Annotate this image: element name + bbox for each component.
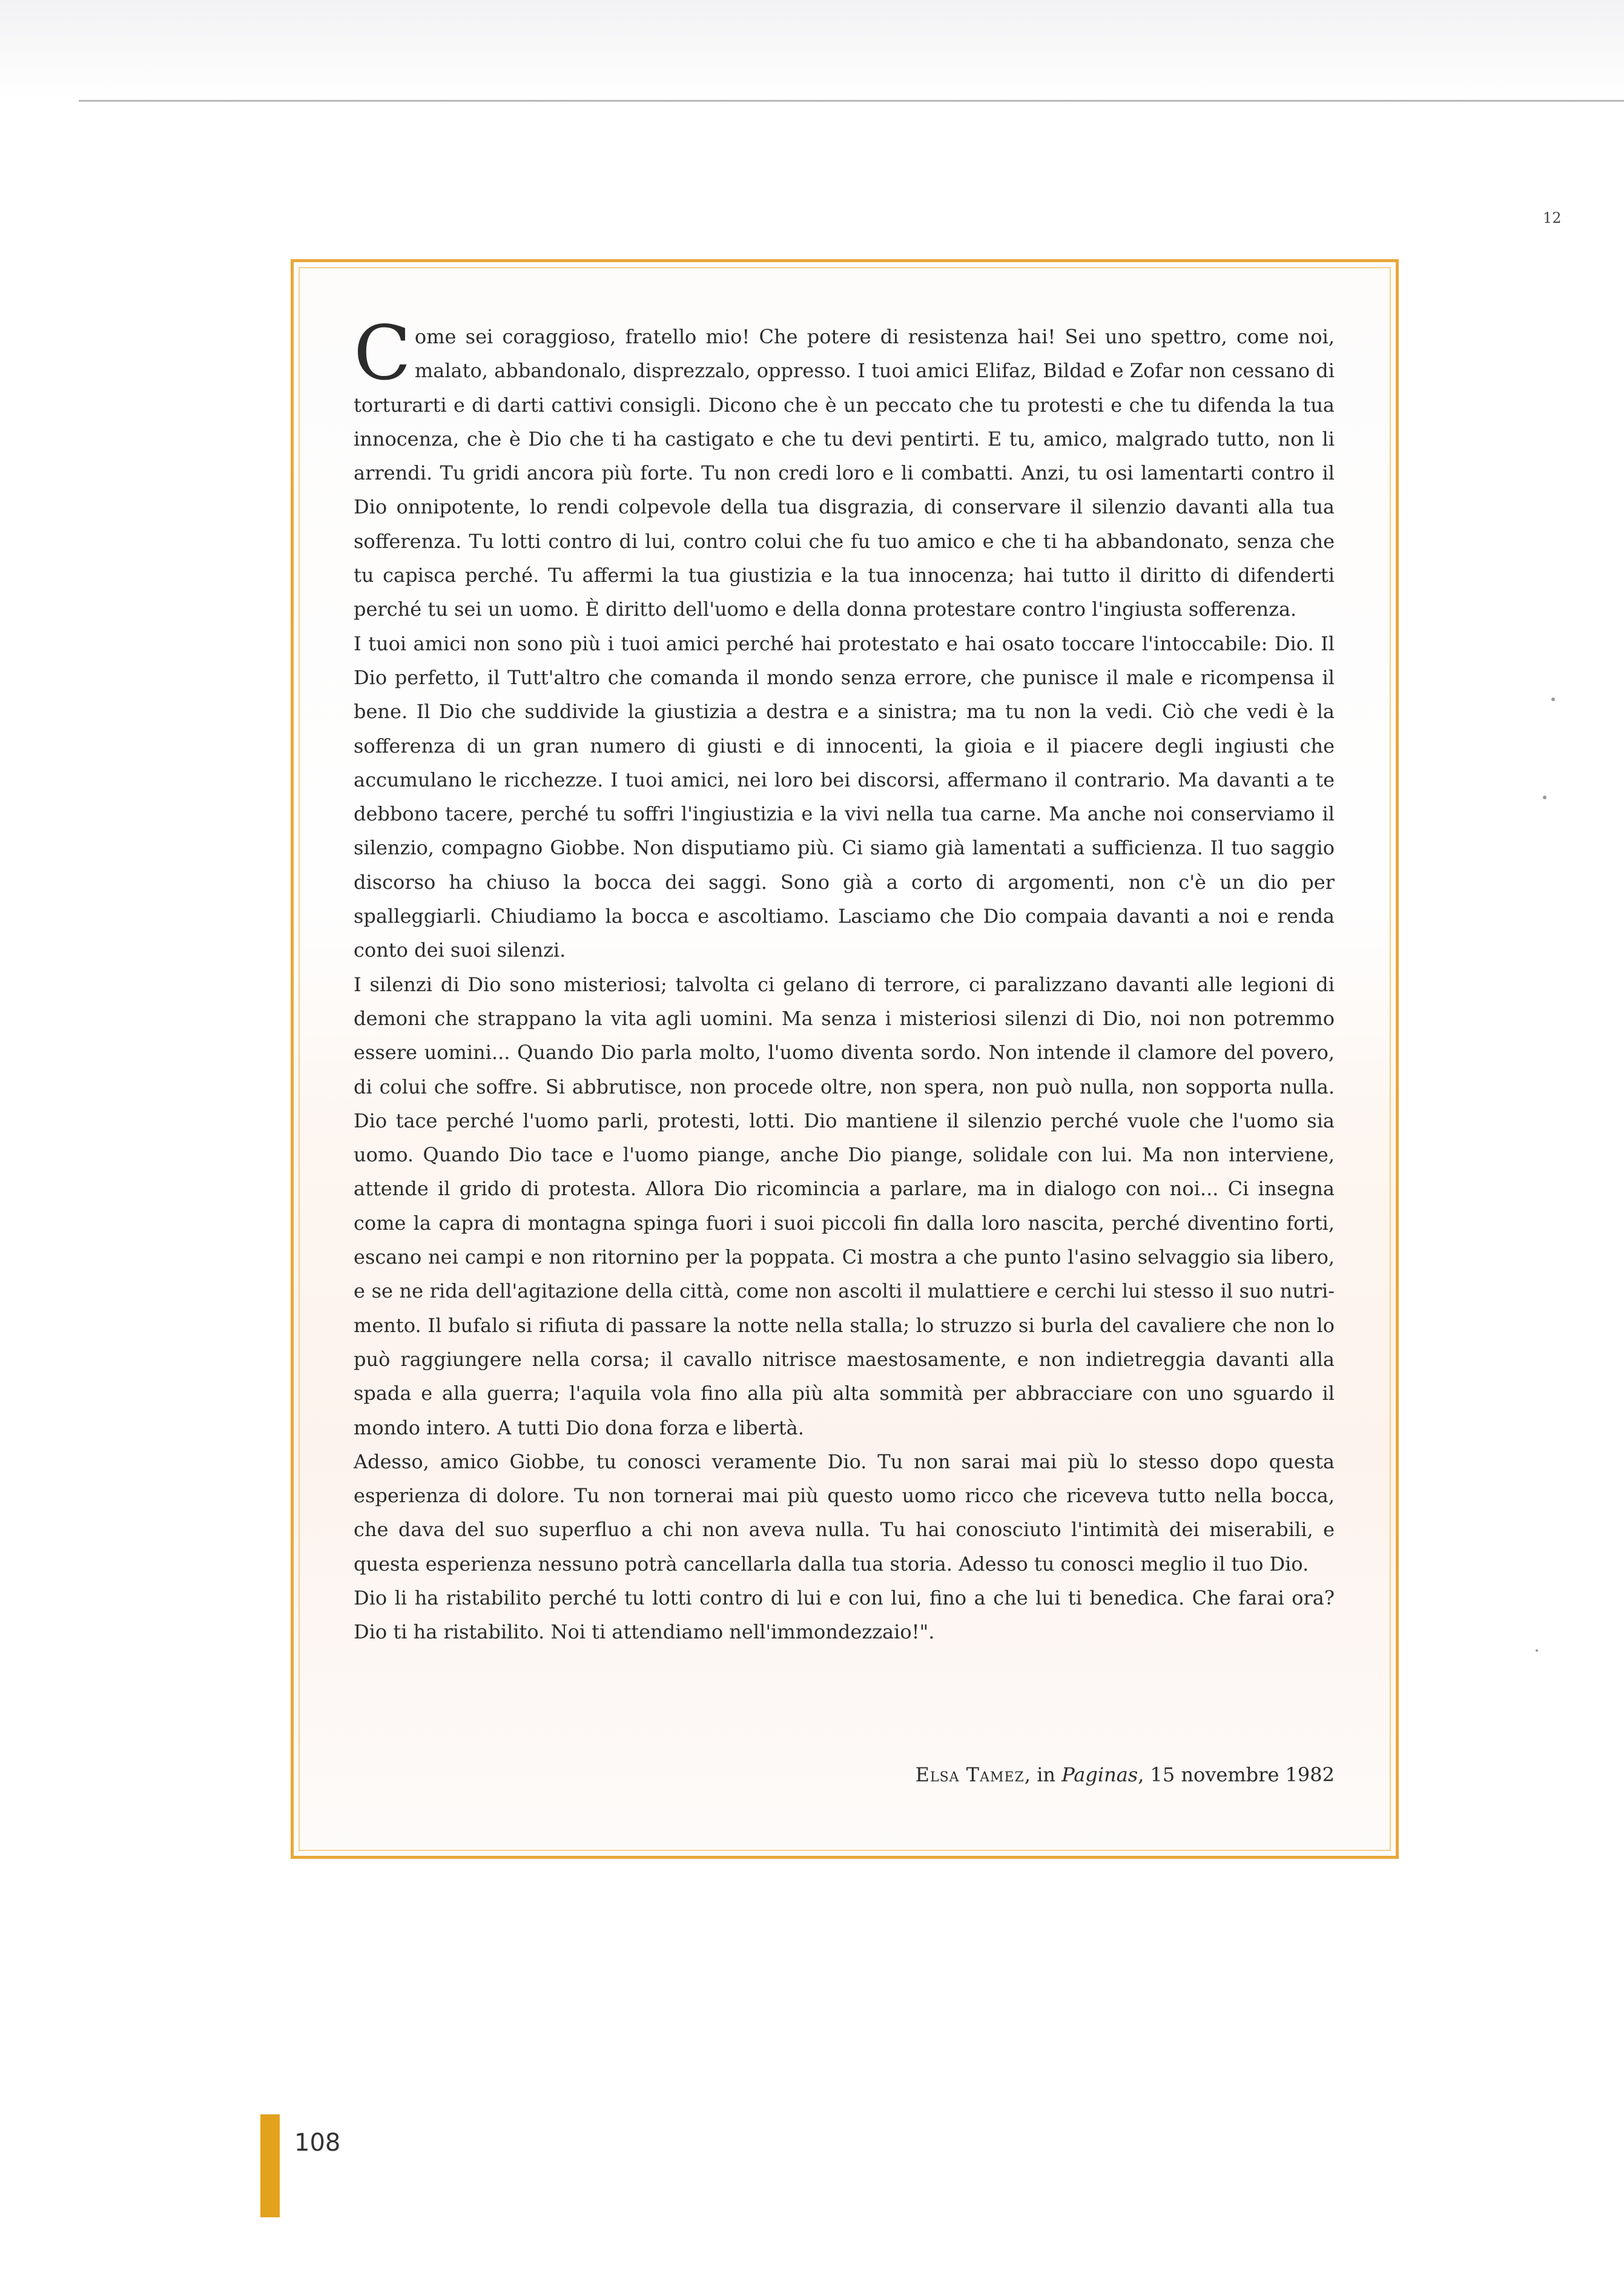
scan-speck — [1551, 698, 1555, 701]
attribution-author: Elsa Tamez — [915, 1763, 1025, 1786]
scan-shadow — [0, 0, 1624, 100]
article-body — [354, 310, 1335, 1649]
attribution-date: , 15 novembre 1982 — [1138, 1763, 1335, 1786]
scan-speck — [1543, 796, 1546, 799]
scan-speck — [1536, 1649, 1538, 1652]
paragraph-2: I tuoi amici non sono più i tuoi amici perché hai protestato e hai osato toccare l'intoccabile: Dio. Il Dio perfetto, il Tutt'altro che comanda il mondo senza errore, che punisce il male e ricompensa il bene. Il Dio che suddivide la giustizia a destra e a sinistra; ma tu non la vedi. Ciò che vedi è la sofferenza di un gran numero di giusti e di innocenti, la gioia e il piacere degli ingiusti che accumulano le ricchezze. I tuoi amici, nei loro bei discorsi, affermano il contrario. Ma davanti a te debbono tacere, perché tu soffri l'ingiustizia e la vivi nella tua carne. Ma anche noi conserviamo il silenzio, compagno Giobbe. Non disputiamo più. Ci siamo già lamentati a sufficienza. Il tuo saggio discorso ha chiuso la bocca dei saggi. Sono già a corto di argomenti, non c'è un dio per spalleggiarli. Chiudiamo la bocca e ascoltiamo. Lasciamo che Dio compaia davanti a noi e renda conto dei suoi silenzi. — [354, 632, 1335, 962]
scan-top-rule — [79, 100, 1624, 102]
paragraph-1-text: ome sei coraggioso, fratello mio! Che potere di resistenza hai! Sei uno spettro, come noi, malato, abbandonalo, disprezzalo, oppresso. I tuoi amici Elifaz, Bildad e Zofar non cessano di torturarti e di darti cattivi consigli. Dicono che è un peccato che tu protesti e che tu difenda la tua innocenza, che è Dio che ti ha castigato e che tu devi pentirti. E tu, amico, malgrado tutto, non li arrendi. Tu gridi ancora più forte. Tu non credi loro e li combatti. Anzi, tu osi lamentarti contro il Dio onnipotente, lo rendi colpevole della tua disgrazia, di conservare il silenzio davanti alla tua sofferenza. Tu lotti contro di lui, contro colui che fu tuo amico e che ti ha abbandonato, senza che tu capisca perché. Tu affermi la tua giustizia e la tua innocenza; hai tutto il diritto di difenderti perché tu sei un uomo. È diritto dell'uomo e della donna protestare contro l'ingiusta sofferenza. — [354, 325, 1335, 621]
paragraph-4: Adesso, amico Giobbe, tu conosci veramente Dio. Tu non sarai mai più lo stesso dopo questa esperienza di dolore. Tu non tornerai mai più questo uomo ricco che riceveva tutto nella bocca, che dava del suo superfluo a chi non aveva nulla. Tu hai conosciuto l'intimità dei miserabili, e questa esperienza nessuno potrà cancellarla dalla tua storia. Adesso tu conosci meglio il tuo Dio. — [354, 1450, 1335, 1575]
attribution-source: Paginas — [1061, 1763, 1138, 1786]
attribution-connector: , in — [1024, 1763, 1062, 1786]
dropcap: C — [354, 310, 411, 397]
corner-page-marker: 12 — [1543, 209, 1562, 226]
paragraph-5: Dio li ha ristabilito perché tu lotti contro di lui e con lui, fino a che lui ti benedica. Che farai ora? Dio ti ha ristabilito. Noi ti attendiamo nell'immondezzaio!". — [354, 1586, 1335, 1644]
page-number: 108 — [294, 2129, 341, 2157]
paragraph-3: I silenzi di Dio sono misteriosi; talvolta ci gelano di terrore, ci paralizzano davanti alle legioni di demoni che strappano la vita agli uomini. Ma senza i misteriosi silenzi di Dio, noi non potremmo essere uomini... Quando Dio parla molto, l'uomo diventa sordo. Non intende il clamore del povero, di colui che soffre. Si abbrutisce, non procede oltre, non spera, non può nulla, non sopporta nulla. Dio tace perché l'uomo parli, protesti, lotti. Dio mantiene il silenzio perché vuole che l'uomo sia uomo. Quando Dio tace e l'uomo piange, anche Dio piange, solidale con lui. Ma non interviene, attende il grido di protesta. Allora Dio ricomincia a parlare, ma in dialogo con noi... Ci insegna come la capra di montagna spinga fuori i suoi piccoli fin dalla loro nascita, perché diventino forti, escano nei campi e non ritornino per la poppata. Ci mostra a che punto l'asino selvaggio sia libero, e se ne rida dell'agitazione della città, come non ascolti il mulattiere e cerchi lui stesso il suo nutrimento. Il bufalo si rifiuta di passare la notte nella stalla; lo struzzo si burla del cavaliere che non lo può raggiungere nella corsa; il cavallo nitrisce maestosamente, e non indietreggia davanti alla spada e alla guerra; l'aquila vola fino alla più alta sommità per abbracciare con uno sguardo il mondo intero. A tutti Dio dona forza e libertà. — [354, 972, 1335, 1439]
page-number-tab — [260, 2114, 280, 2217]
attribution — [354, 1763, 1335, 1786]
paragraph-1 — [354, 310, 1335, 627]
